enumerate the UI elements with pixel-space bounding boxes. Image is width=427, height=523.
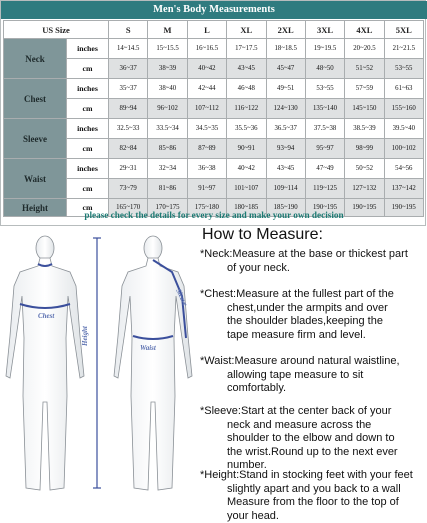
instruction-item: [200, 248, 426, 275]
instruction-text: the shoulder blades,keeping the: [200, 315, 426, 329]
instruction-text: slightly apart and you back to a wall: [200, 483, 426, 497]
how-to-measure-section: [0, 226, 426, 500]
instruction-text: Start at the center back of your: [241, 405, 391, 417]
value-cell: 20~20.5: [345, 39, 384, 59]
value-cell: 53~55: [384, 59, 423, 79]
value-cell: 135~140: [305, 99, 344, 119]
value-cell: 32.5~33: [109, 119, 148, 139]
category-cell: Height: [4, 199, 67, 217]
header-us-size: US Size: [4, 21, 109, 39]
waist-label: Waist: [140, 344, 157, 352]
table-row: [4, 39, 424, 59]
instruction-text: Measure from the floor to the top of: [200, 496, 426, 510]
value-cell: 119~125: [305, 179, 344, 199]
value-cell: 155~160: [384, 99, 423, 119]
value-cell: 95~97: [305, 139, 344, 159]
instruction-text: comfortably.: [200, 382, 426, 396]
value-cell: 46~48: [227, 79, 266, 99]
value-cell: 47~49: [305, 159, 344, 179]
chart-note: please check the details for every size and make your own decision: [1, 206, 427, 224]
table-row: [4, 79, 424, 99]
value-cell: 17~17.5: [227, 39, 266, 59]
instruction-text: tape measure firm and level.: [200, 329, 426, 343]
value-cell: 96~102: [148, 99, 187, 119]
category-cell: Chest: [4, 79, 67, 119]
instruction-text: Measure at the base or thickest part: [232, 248, 407, 260]
unit-cell: inches: [67, 119, 109, 139]
unit-cell: inches: [67, 39, 109, 59]
front-figure: [6, 236, 84, 490]
value-cell: 98~99: [345, 139, 384, 159]
value-cell: 170~175: [148, 199, 187, 217]
value-cell: 21~21.5: [384, 39, 423, 59]
value-cell: 61~63: [384, 79, 423, 99]
value-cell: 190~195: [305, 199, 344, 217]
value-cell: 36.5~37: [266, 119, 305, 139]
height-tape: [93, 238, 101, 488]
value-cell: 91~97: [187, 179, 226, 199]
value-cell: 190~195: [345, 199, 384, 217]
value-cell: 124~130: [266, 99, 305, 119]
value-cell: 93~94: [266, 139, 305, 159]
instruction-item: [200, 405, 426, 473]
value-cell: 190~195: [384, 199, 423, 217]
header-size: XL: [227, 21, 266, 39]
header-size: 4XL: [345, 21, 384, 39]
table-row: [4, 159, 424, 179]
unit-cell: cm: [67, 99, 109, 119]
value-cell: 38~39: [148, 59, 187, 79]
unit-cell: cm: [67, 179, 109, 199]
table-row: [4, 139, 424, 159]
value-cell: 90~91: [227, 139, 266, 159]
value-cell: 45~47: [266, 59, 305, 79]
unit-cell: cm: [67, 199, 109, 217]
value-cell: 85~86: [148, 139, 187, 159]
value-cell: 116~122: [227, 99, 266, 119]
chest-label: Chest: [38, 312, 55, 320]
value-cell: 35~37: [109, 79, 148, 99]
value-cell: 40~42: [187, 59, 226, 79]
value-cell: 43~45: [227, 59, 266, 79]
value-cell: 51~52: [345, 59, 384, 79]
value-cell: 18~18.5: [266, 39, 305, 59]
value-cell: 73~79: [109, 179, 148, 199]
value-cell: 38~40: [148, 79, 187, 99]
instruction-text: number.: [200, 459, 426, 473]
value-cell: 145~150: [345, 99, 384, 119]
value-cell: 87~89: [187, 139, 226, 159]
chart-title: Men's Body Measurements: [1, 1, 427, 19]
value-cell: 49~51: [266, 79, 305, 99]
value-cell: 40~42: [227, 159, 266, 179]
instruction-text: the wrist.Round up to the next ever: [200, 446, 426, 460]
value-cell: 15~15.5: [148, 39, 187, 59]
value-cell: 185~190: [266, 199, 305, 217]
unit-cell: inches: [67, 159, 109, 179]
table-row: [4, 119, 424, 139]
category-cell: Sleeve: [4, 119, 67, 159]
header-size: S: [109, 21, 148, 39]
table-row: [4, 99, 424, 119]
value-cell: 101~107: [227, 179, 266, 199]
value-cell: 89~94: [109, 99, 148, 119]
value-cell: 36~38: [187, 159, 226, 179]
value-cell: 50~52: [345, 159, 384, 179]
instruction-label: *Height:: [200, 469, 239, 481]
height-label: Height: [81, 325, 89, 347]
value-cell: 54~56: [384, 159, 423, 179]
instruction-item: [200, 355, 426, 396]
value-cell: 36~37: [109, 59, 148, 79]
size-table: [3, 20, 424, 217]
value-cell: 38.5~39: [345, 119, 384, 139]
instruction-text: Stand in stocking feet with your feet: [239, 469, 413, 481]
value-cell: 33.5~34: [148, 119, 187, 139]
value-cell: 175~180: [187, 199, 226, 217]
value-cell: 82~84: [109, 139, 148, 159]
header-size: L: [187, 21, 226, 39]
instruction-text: Measure at the fullest part of the: [236, 288, 394, 300]
value-cell: 43~45: [266, 159, 305, 179]
value-cell: 37.5~38: [305, 119, 344, 139]
value-cell: 137~142: [384, 179, 423, 199]
value-cell: 42~44: [187, 79, 226, 99]
how-to-measure-title: How to Measure:: [202, 226, 422, 244]
value-cell: 81~86: [148, 179, 187, 199]
value-cell: 109~114: [266, 179, 305, 199]
value-cell: 180~185: [227, 199, 266, 217]
instruction-text: of your neck.: [200, 262, 426, 276]
value-cell: 53~55: [305, 79, 344, 99]
value-cell: 16~16.5: [187, 39, 226, 59]
value-cell: 34.5~35: [187, 119, 226, 139]
instruction-text: shoulder to the elbow and down to: [200, 432, 426, 446]
unit-cell: inches: [67, 79, 109, 99]
back-figure: [114, 236, 192, 490]
sleeve-label: Sleeve: [174, 287, 189, 307]
value-cell: 19~19.5: [305, 39, 344, 59]
header-size: 3XL: [305, 21, 344, 39]
instruction-text: chest,under the armpits and over: [200, 302, 426, 316]
value-cell: 29~31: [109, 159, 148, 179]
unit-cell: cm: [67, 139, 109, 159]
header-row: [4, 21, 424, 39]
value-cell: 14~14.5: [109, 39, 148, 59]
value-cell: 165~170: [109, 199, 148, 217]
instruction-text: neck and measure across the: [200, 419, 426, 433]
size-chart: [0, 0, 426, 226]
header-size: M: [148, 21, 187, 39]
instruction-label: *Chest:: [200, 288, 236, 300]
value-cell: 35.5~36: [227, 119, 266, 139]
instruction-label: *Waist:: [200, 355, 234, 367]
body-figure-illustration: [0, 226, 200, 500]
instruction-item: [200, 469, 426, 523]
value-cell: 32~34: [148, 159, 187, 179]
value-cell: 48~50: [305, 59, 344, 79]
instruction-text: Measure around natural waistline,: [234, 355, 399, 367]
category-cell: Waist: [4, 159, 67, 199]
value-cell: 57~59: [345, 79, 384, 99]
instruction-label: *Sleeve:: [200, 405, 241, 417]
value-cell: 100~102: [384, 139, 423, 159]
table-row: [4, 59, 424, 79]
unit-cell: cm: [67, 59, 109, 79]
value-cell: 39.5~40: [384, 119, 423, 139]
table-row: [4, 179, 424, 199]
instruction-label: *Neck:: [200, 248, 232, 260]
header-size: 5XL: [384, 21, 423, 39]
category-cell: Neck: [4, 39, 67, 79]
value-cell: 107~112: [187, 99, 226, 119]
instruction-text: your head.: [200, 510, 426, 523]
header-size: 2XL: [266, 21, 305, 39]
instruction-text: allowing tape measure to sit: [200, 369, 426, 383]
value-cell: 127~132: [345, 179, 384, 199]
instruction-item: [200, 288, 426, 342]
